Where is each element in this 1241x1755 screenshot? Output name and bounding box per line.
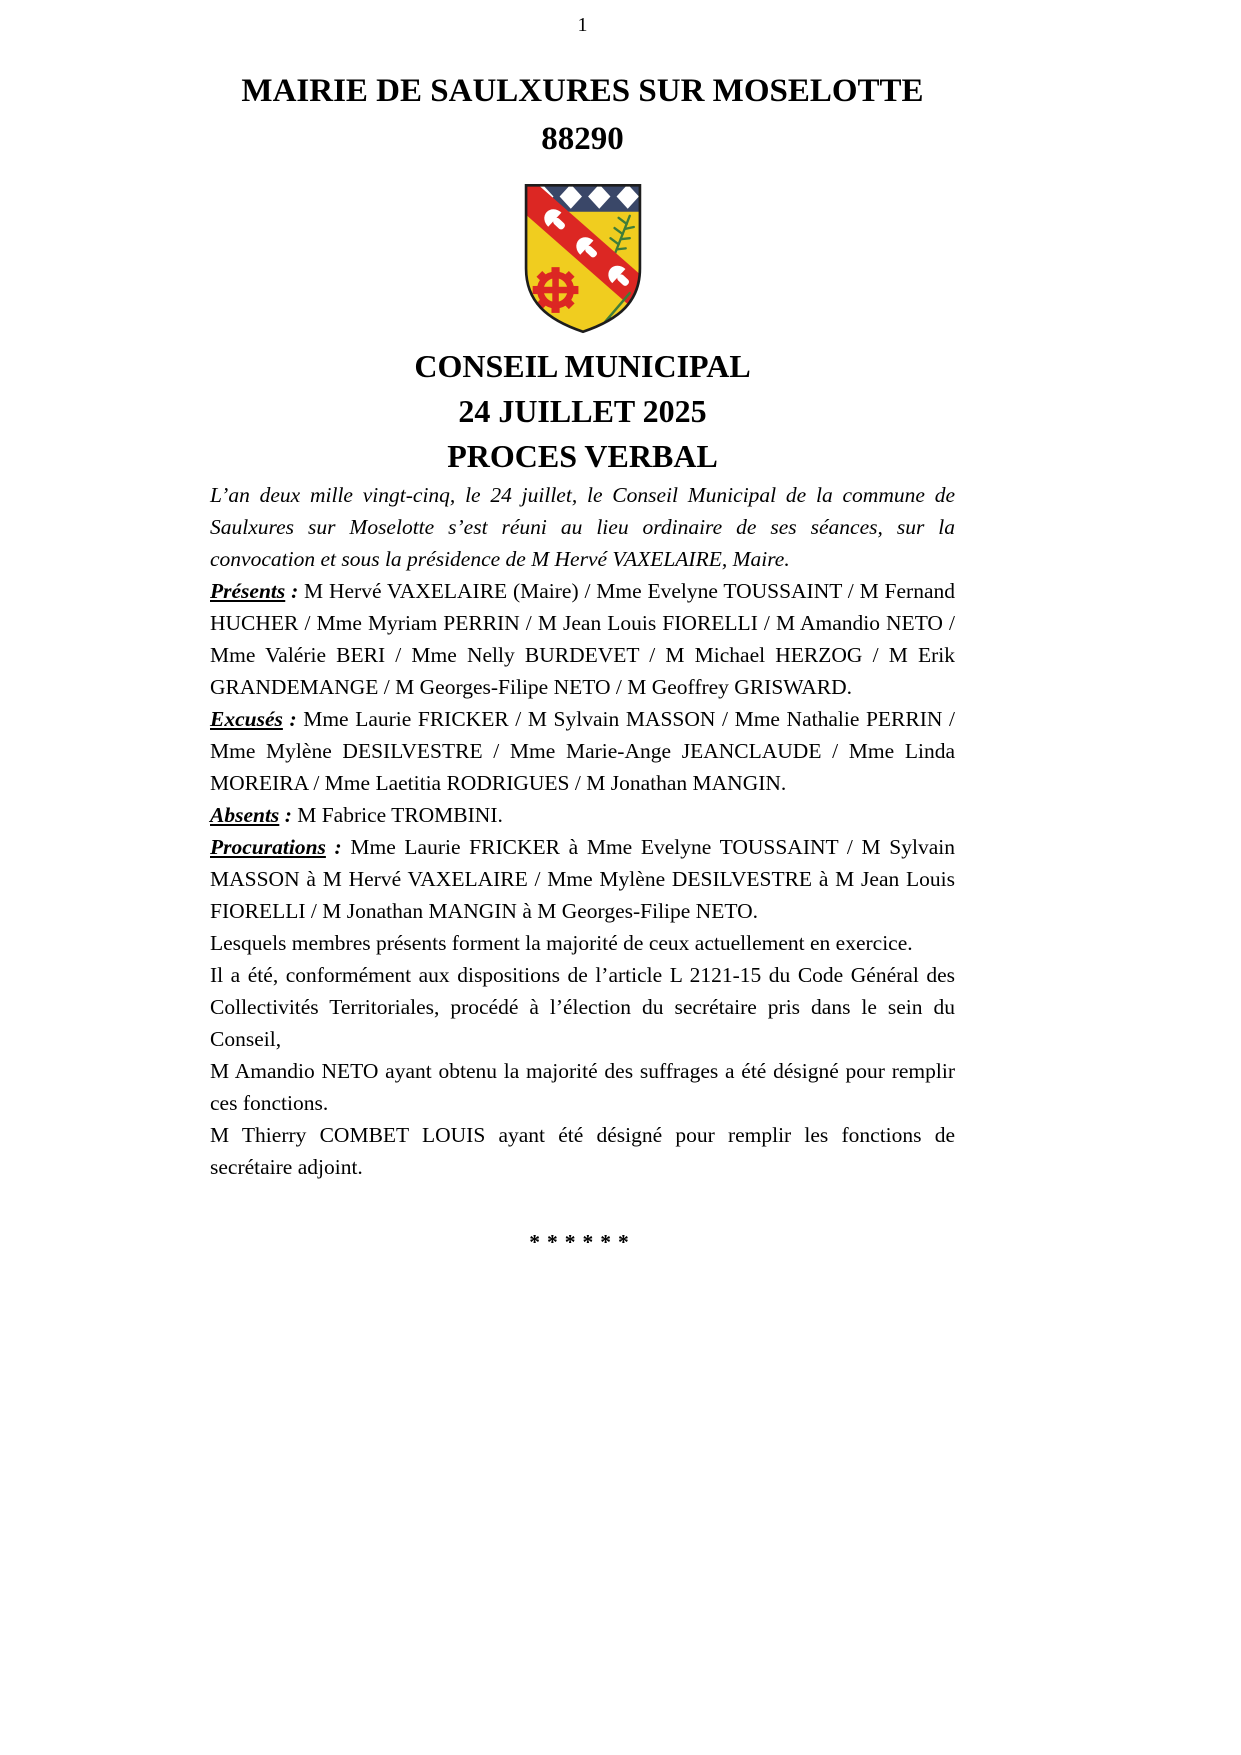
presents-paragraph	[210, 575, 955, 703]
excuses-list: Mme Laurie FRICKER / M Sylvain MASSON / Mme Nathalie PERRIN / Mme Mylène DESILVESTRE / Mme Marie-Ange JEANCLAUDE / Mme Linda MOREIRA / Mme Laetitia RODRIGUES / M Jonathan MANGIN.	[210, 707, 955, 795]
crest-container	[210, 181, 955, 334]
session-date: 24 JUILLET 2025	[458, 393, 707, 429]
section-separator: ******	[529, 1230, 636, 1254]
secretary-designation-statement: M Amandio NETO ayant obtenu la majorité des suffrages a été désigné pour remplir ces fonctions.	[210, 1059, 955, 1115]
session-heading	[210, 344, 955, 479]
excuses-label: Excusés :	[210, 707, 304, 731]
absents-list: M Fabrice TROMBINI.	[297, 803, 503, 827]
absents-paragraph	[210, 799, 955, 831]
procurations-list: Mme Laurie FRICKER à Mme Evelyne TOUSSAINT / M Sylvain MASSON à M Hervé VAXELAIRE / Mme Mylène DESILVESTRE à M Jean Louis FIORELLI / M Jonathan MANGIN à M Georges-Filipe NETO.	[210, 835, 955, 923]
page-number: 1	[577, 14, 588, 36]
document-title	[210, 67, 955, 163]
document-type: PROCES VERBAL	[447, 438, 718, 474]
intro-paragraph: L’an deux mille vingt-cinq, le 24 juillet, le Conseil Municipal de la commune de Saulxures sur Moselotte s’est réuni au lieu ordinaire de ses séances, sur la convocation et sous la présidence de M Hervé VAXELAIRE, Maire.	[210, 483, 955, 571]
deputy-secretary-statement: M Thierry COMBET LOUIS ayant été désigné pour remplir les fonctions de secrétaire adjoint.	[210, 1123, 955, 1179]
municipal-crest-icon	[522, 181, 644, 334]
secretary-election-statement: Il a été, conformément aux dispositions de l’article L 2121-15 du Code Général des Collectivités Territoriales, procédé à l’élection du secrétaire pris dans le sein du Conseil,	[210, 963, 955, 1051]
procurations-paragraph	[210, 831, 955, 927]
council-title: CONSEIL MUNICIPAL	[414, 348, 751, 384]
postal-code: 88290	[541, 121, 624, 157]
presents-label: Présents :	[210, 579, 305, 603]
municipality-name: MAIRIE DE SAULXURES SUR MOSELOTTE	[241, 73, 924, 109]
absents-label: Absents :	[210, 803, 298, 827]
excuses-paragraph	[210, 703, 955, 799]
majority-statement: Lesquels membres présents forment la majorité de ceux actuellement en exercice.	[210, 931, 913, 955]
procurations-label: Procurations :	[210, 835, 351, 859]
presents-list: M Hervé VAXELAIRE (Maire) / Mme Evelyne TOUSSAINT / M Fernand HUCHER / Mme Myriam PERRIN / M Jean Louis FIORELLI / M Amandio NETO / Mme Valérie BERI / Mme Nelly BURDEVET / M Michael HERZOG / M Erik GRANDEMANGE / M Georges-Filipe NETO / M Geoffrey GRISWARD.	[210, 579, 955, 699]
